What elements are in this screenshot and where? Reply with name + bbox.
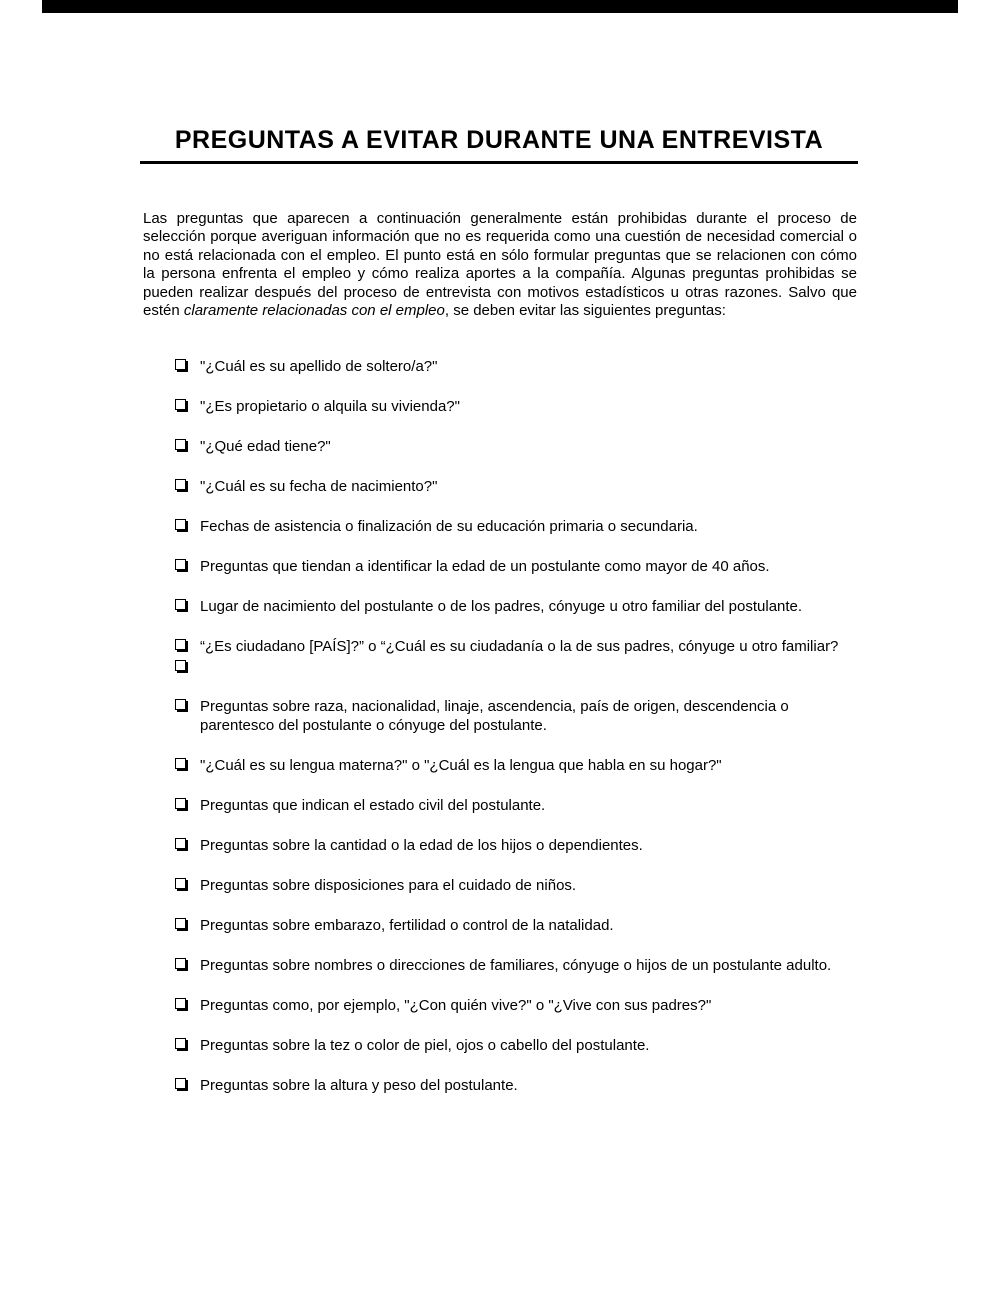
list-item	[175, 916, 855, 935]
list-item-text: Preguntas sobre raza, nacionalidad, linaje, ascendencia, país de origen, descendencia o parentesco del postulante o cónyuge del postulante.	[200, 698, 789, 735]
checkbox-bullet-icon	[175, 559, 186, 570]
list-item	[175, 437, 855, 456]
list-item-text: "¿Cuál es su lengua materna?" o "¿Cuál es la lengua que habla en su hogar?"	[200, 757, 722, 775]
checkbox-bullet-icon	[175, 1038, 186, 1049]
list-item-text: "¿Cuál es su apellido de soltero/a?"	[200, 358, 438, 376]
document-title: PREGUNTAS A EVITAR DURANTE UNA ENTREVISTA	[174, 126, 824, 154]
list-item-text: Preguntas que indican el estado civil del postulante.	[200, 797, 546, 815]
list-item	[175, 637, 855, 656]
checkbox-bullet-icon	[175, 359, 186, 370]
checkbox-bullet-icon	[175, 918, 186, 929]
list-item	[175, 956, 855, 975]
intro-paragraph	[143, 210, 857, 320]
checkbox-bullet-icon	[175, 519, 186, 530]
questions-list	[175, 357, 855, 1095]
top-border-bar	[42, 0, 958, 13]
list-item-text: Preguntas sobre la cantidad o la edad de los hijos o dependientes.	[200, 837, 643, 855]
checkbox-bullet-icon	[175, 639, 186, 650]
list-item	[175, 517, 855, 536]
list-item-text: "¿Es propietario o alquila su vivienda?"	[200, 398, 460, 416]
checkbox-bullet-icon	[175, 878, 186, 889]
list-item	[175, 756, 855, 775]
list-item-text: “¿Es ciudadano [PAÍS]?” o “¿Cuál es su ciudadanía o la de sus padres, cónyuge u otro familiar?	[200, 638, 839, 656]
list-item	[175, 996, 855, 1015]
list-item-text: Lugar de nacimiento del postulante o de los padres, cónyuge u otro familiar del postulante.	[200, 598, 803, 616]
list-item	[175, 1076, 855, 1095]
intro-text-1: Las preguntas que aparecen a continuación generalmente están prohibidas durante el proceso de selección porque averiguan información que no es requerida como una cuestión de necesidad comercial o no está relacionada con el empleo. El punto está en sólo formular preguntas que se relacionen con cómo la persona enfrenta el empleo y cómo realiza aportes a la compañía. Algunas preguntas prohibidas se pueden realizar después del proceso de entrevista con motivos estadísticos u otras razones. Salvo que estén	[143, 210, 857, 320]
list-item-text: "¿Qué edad tiene?"	[200, 438, 331, 456]
title-underline	[140, 126, 858, 164]
checkbox-bullet-icon	[175, 798, 186, 809]
checkbox-bullet-icon	[175, 479, 186, 490]
list-item	[175, 658, 855, 671]
list-item	[175, 357, 855, 376]
list-item	[175, 796, 855, 815]
list-item-text: Fechas de asistencia o finalización de su educación primaria o secundaria.	[200, 518, 698, 536]
checkbox-bullet-icon	[175, 758, 186, 769]
list-item-text: Preguntas sobre embarazo, fertilidad o control de la natalidad.	[200, 917, 614, 935]
list-item-text: Preguntas sobre la altura y peso del postulante.	[200, 1077, 518, 1095]
list-item	[175, 557, 855, 576]
checkbox-bullet-icon	[175, 958, 186, 969]
list-item-text: Preguntas como, por ejemplo, "¿Con quién vive?" o "¿Vive con sus padres?"	[200, 997, 712, 1015]
checkbox-bullet-icon	[175, 699, 186, 710]
list-item-text: Preguntas sobre nombres o direcciones de familiares, cónyuge o hijos de un postulante adulto.	[200, 957, 832, 975]
checkbox-bullet-icon	[175, 599, 186, 610]
list-item-text: Preguntas sobre disposiciones para el cuidado de niños.	[200, 877, 577, 895]
list-item	[175, 597, 855, 616]
intro-text-italic: claramente relacionadas con el empleo	[183, 302, 445, 320]
list-item	[175, 397, 855, 416]
list-item-text: Preguntas que tiendan a identificar la edad de un postulante como mayor de 40 años.	[200, 558, 770, 576]
list-item-text: Preguntas sobre la tez o color de piel, ojos o cabello del postulante.	[200, 1037, 650, 1055]
checkbox-bullet-icon	[175, 439, 186, 450]
checkbox-bullet-icon	[175, 660, 186, 671]
checkbox-bullet-icon	[175, 1078, 186, 1089]
list-item	[175, 876, 855, 895]
list-item-text: "¿Cuál es su fecha de nacimiento?"	[200, 478, 438, 496]
checkbox-bullet-icon	[175, 399, 186, 410]
list-item	[175, 477, 855, 496]
intro-text-2: , se deben evitar las siguientes preguntas:	[444, 302, 726, 320]
list-item	[175, 1036, 855, 1055]
checkbox-bullet-icon	[175, 838, 186, 849]
list-item	[175, 836, 855, 855]
list-item	[175, 697, 855, 735]
checkbox-bullet-icon	[175, 998, 186, 1009]
